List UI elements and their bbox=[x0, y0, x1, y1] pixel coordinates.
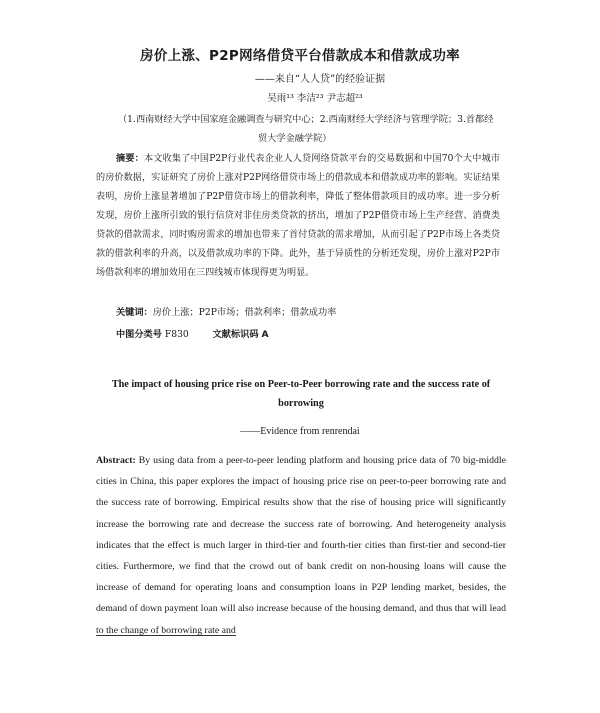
keywords-value: 房价上涨；P2P市场；借款利率；借款成功率 bbox=[152, 307, 337, 318]
document-code-value: A bbox=[261, 329, 269, 340]
chinese-affiliations bbox=[118, 110, 498, 148]
english-abstract-text: By using data from a peer-to-peer lending platform and housing price data of 70 big-middle cities in China, this paper explores the impact of housing price rise on peer-to-peer borrowing rate and the success rate of borrowing. Empirical results show that the rise of housing price will significantly increase the borrowing rate and decrease the success rate of borrowing. And heterogeneity analysis indicates that the effect is much larger in third-tier and fourth-tier cities than first-tier and second-tier cities. Furthermore, we find that the crowd out of bank credit on non-housing loans will cause the increase of demand for operating loans and consumption loans in P2P lending market, besides, the demand of down payment loan will also increase because of the housing demand, and thus that will lead to the change of borrowing rate and bbox=[96, 455, 506, 636]
chinese-abstract-text: 本文收集了中国P2P行业代表企业人人贷网络贷款平台的交易数据和中国70个大中城市的房价数据，实证研究了房价上涨对P2P网络借贷市场上的借款成本和借款成功率的影响。实证结果表明，房价上涨显著增加了P2P借贷市场上的借款利率，降低了整体借款项目的成功率。进一步分析发现，房价上涨所引致的银行信贷对非住房类贷款的挤出，增加了P2P借贷市场上生产经营、消费类贷款的借款需求，同时购房需求的增加也带来了首付贷款的需求增加，从而引起了P2P市场上各类贷款的借款利率的升高，以及借款成功率的下降。此外，基于异质性的分析还发现，房价上涨对P2P市场借款利率的增加效用在三四线城市体现得更为明显。 bbox=[96, 154, 500, 278]
english-abstract-label: Abstract: bbox=[96, 455, 136, 466]
class-number-label: 中图分类号 bbox=[116, 329, 162, 340]
chinese-keywords bbox=[116, 304, 336, 318]
footnote-rule bbox=[96, 635, 236, 636]
classification-line bbox=[116, 326, 269, 340]
affiliation-line-2: 贸大学金融学院） bbox=[258, 133, 332, 144]
affiliation-line-1: （1.西南财经大学中国家庭金融调查与研究中心；2.西南财经大学经济与管理学院；3.首都经 bbox=[118, 114, 494, 125]
chinese-authors: 吴雨¹³ 李洁²³ 尹志超²³ bbox=[267, 93, 363, 104]
english-subtitle: ——Evidence from renrendai bbox=[240, 426, 360, 437]
english-abstract bbox=[96, 450, 506, 641]
chinese-subtitle: ——来自“人人贷”的经验证据 bbox=[254, 74, 386, 85]
chinese-abstract bbox=[96, 150, 500, 283]
class-number-value: F830 bbox=[164, 329, 189, 340]
chinese-title: 房价上涨、P2P网络借贷平台借款成本和借款成功率 bbox=[140, 48, 460, 64]
keywords-label: 关键词： bbox=[116, 307, 153, 318]
chinese-abstract-label: 摘要： bbox=[116, 154, 144, 164]
document-code-label: 文献标识码 bbox=[212, 329, 259, 340]
english-title: The impact of housing price rise on Peer-to-Peer borrowing rate and the success rate of borrowing bbox=[111, 379, 491, 409]
